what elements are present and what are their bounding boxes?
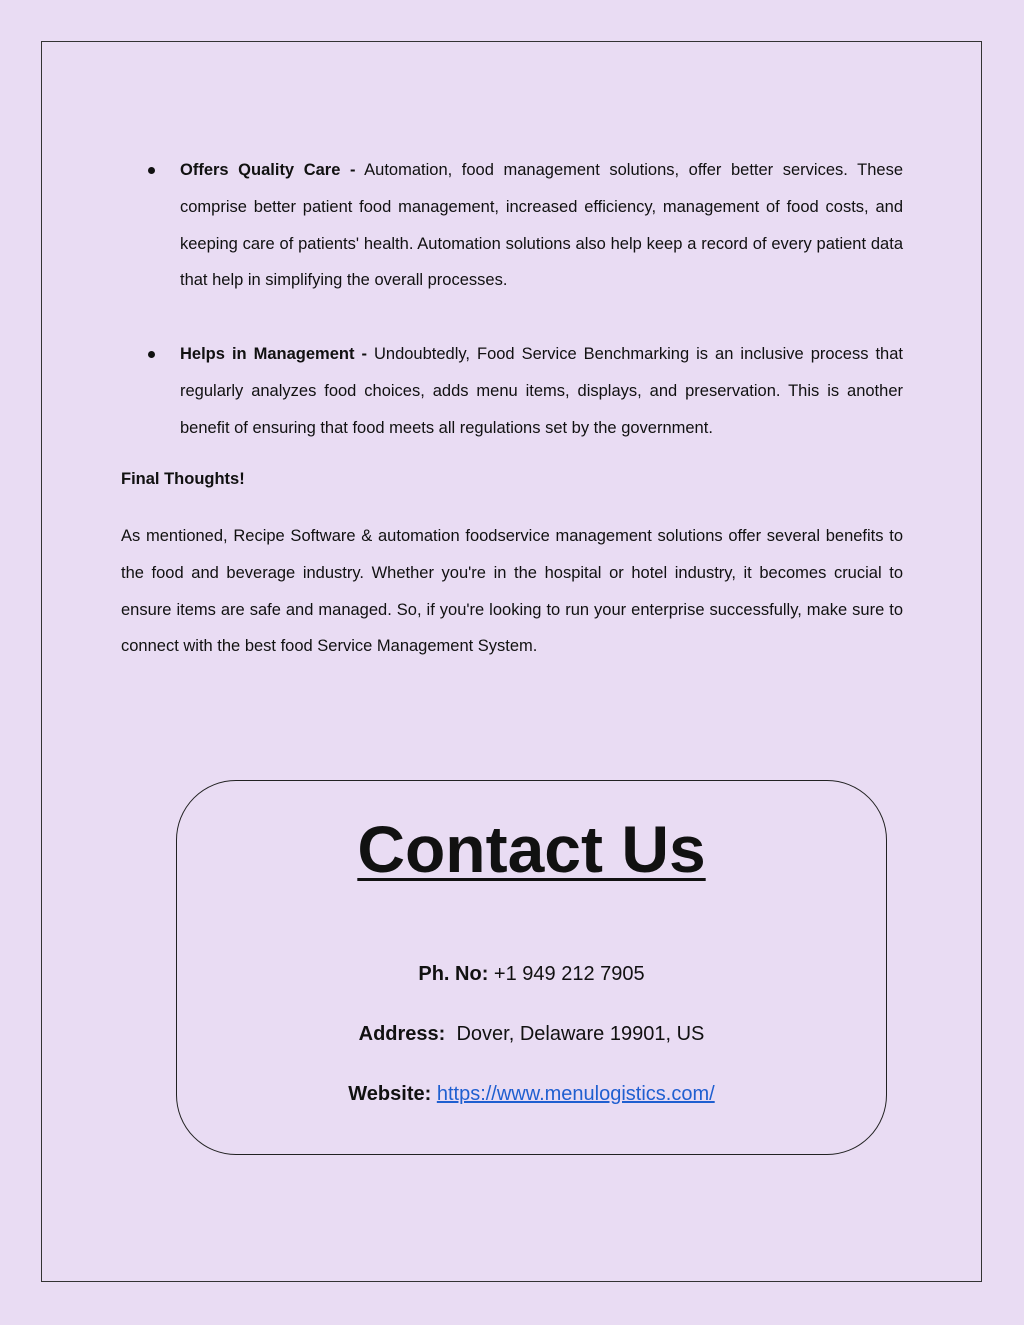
address-value: Dover, Delaware 19901, US (456, 1023, 705, 1045)
benefits-list (121, 152, 903, 484)
phone-value: +1 949 212 7905 (493, 963, 645, 985)
bullet-text: Automation, food management solutions, offer better services. These comprise better patient food management, increased efficiency, management of food costs, and keeping care of patients' health. Automation solutions also help keep a record of every patient data that help in simplifying the overall processes. (180, 161, 903, 290)
bullet-text: Undoubtedly, Food Service Benchmarking is an inclusive process that regularly analyzes food choices, adds menu items, displays, and preservation. This is another benefit of ensuring that food meets all regulations set by the government. (180, 345, 903, 437)
bullet-icon (148, 167, 155, 174)
website-label: Website: (348, 1083, 432, 1105)
website-line (177, 1081, 886, 1107)
website-link[interactable]: https://www.menulogistics.com/ (436, 1083, 715, 1105)
phone-label: Ph. No: (418, 963, 489, 985)
final-thoughts-paragraph: As mentioned, Recipe Software & automation foodservice management solutions offer several benefits to the food and beverage industry. Whether you're in the hospital or hotel industry, it becomes crucial to ensure items are safe and managed. So, if you're looking to run your enterprise successfully, make sure to connect with the best food Service Management System. (121, 527, 903, 656)
phone-line (177, 961, 886, 987)
bullet-icon (148, 351, 155, 358)
contact-title (177, 809, 886, 889)
bullet-title: Offers Quality Care - (180, 161, 356, 179)
contact-card (176, 780, 887, 1155)
final-thoughts-heading: Final Thoughts! (121, 470, 245, 488)
bullet-title: Helps in Management - (180, 345, 367, 364)
address-label: Address: (358, 1023, 446, 1045)
contact-title-text: Contact Us (357, 812, 706, 886)
address-line (177, 1021, 886, 1047)
list-item (121, 336, 903, 446)
list-item (121, 152, 903, 299)
